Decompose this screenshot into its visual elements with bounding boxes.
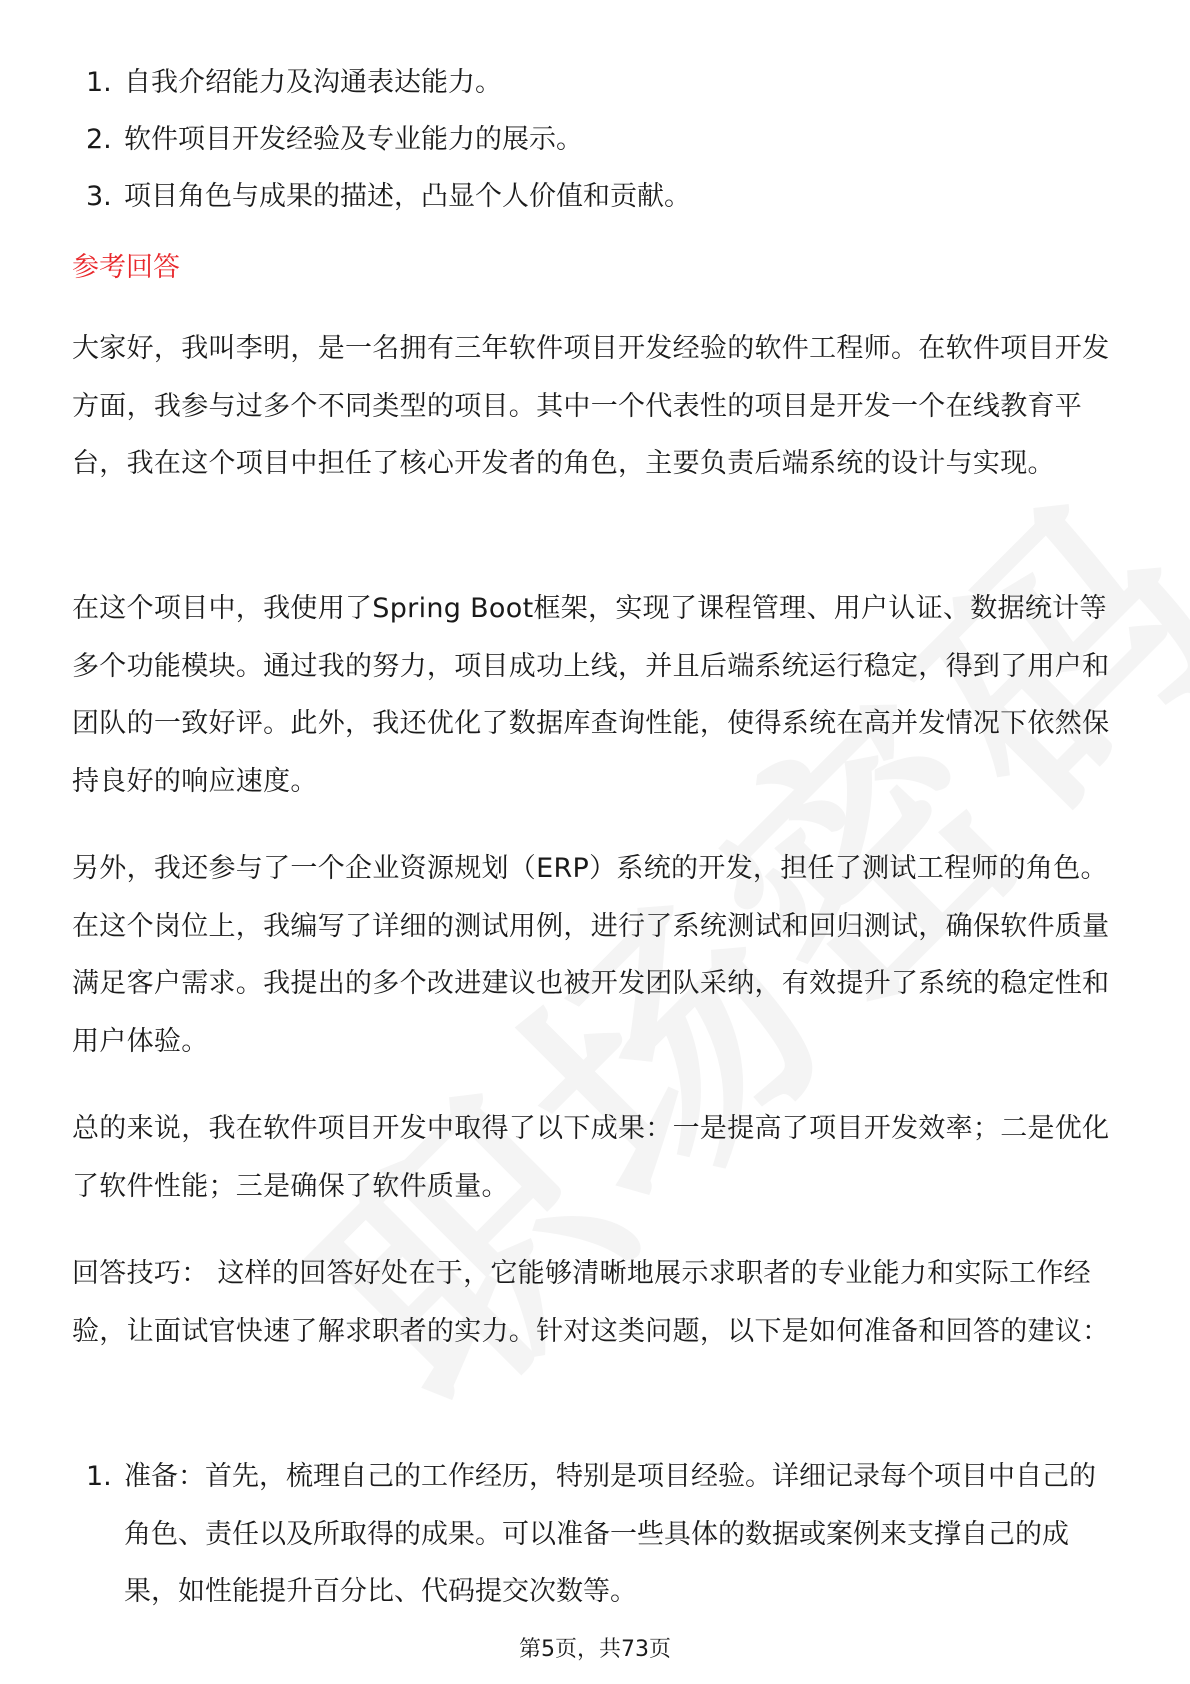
list-text: 软件项目开发经验及专业能力的展示。	[124, 124, 583, 155]
section-heading: 参考回答	[72, 252, 180, 283]
answer-tips-paragraph: 回答技巧： 这样的回答好处在于，它能够清晰地展示求职者的专业能力和实际工作经验，让面试官快速了解求职者的实力。针对这类问题，以下是如何准备和回答的建议：	[72, 1258, 1110, 1347]
answer-paragraph-erp: 另外，我还参与了一个企业资源规划（ERP）系统的开发，担任了测试工程师的角色。在这个岗位上，我编写了详细的测试用例，进行了系统测试和回归测试，确保软件质量满足客户需求。我提出的多个改进建议也被开发团队采纳，有效提升了系统的稳定性和用户体验。	[72, 853, 1110, 1057]
list-number: 3.	[86, 181, 112, 212]
list-number: 1.	[86, 1461, 112, 1492]
list-number: 2.	[86, 124, 112, 155]
answer-paragraph-summary: 总的来说，我在软件项目开发中取得了以下成果：一是提高了项目开发效率；二是优化了软件性能；三是确保了软件质量。	[72, 1113, 1110, 1202]
answer-paragraph-intro: 大家好，我叫李明，是一名拥有三年软件项目开发经验的软件工程师。在软件项目开发方面，我参与过多个不同类型的项目。其中一个代表性的项目是开发一个在线教育平台，我在这个项目中担任了核心开发者的角色，主要负责后端系统的设计与实现。	[72, 333, 1110, 479]
page-footer: 第5页，共73页	[519, 1637, 671, 1662]
list-text: 项目角色与成果的描述，凸显个人价值和贡献。	[124, 181, 691, 212]
list-text: 准备：首先，梳理自己的工作经历，特别是项目经验。详细记录每个项目中自己的角色、责任以及所取得的成果。可以准备一些具体的数据或案例来支撑自己的成果，如性能提升百分比、代码提交次数等。	[124, 1461, 1096, 1607]
list-text: 自我介绍能力及沟通表达能力。	[124, 67, 502, 98]
list-number: 1.	[86, 67, 112, 98]
answer-paragraph-project: 在这个项目中，我使用了Spring Boot框架，实现了课程管理、用户认证、数据统计等多个功能模块。通过我的努力，项目成功上线，并且后端系统运行稳定，得到了用户和团队的一致好评。此外，我还优化了数据库查询性能，使得系统在高并发情况下依然保持良好的响应速度。	[72, 593, 1110, 797]
